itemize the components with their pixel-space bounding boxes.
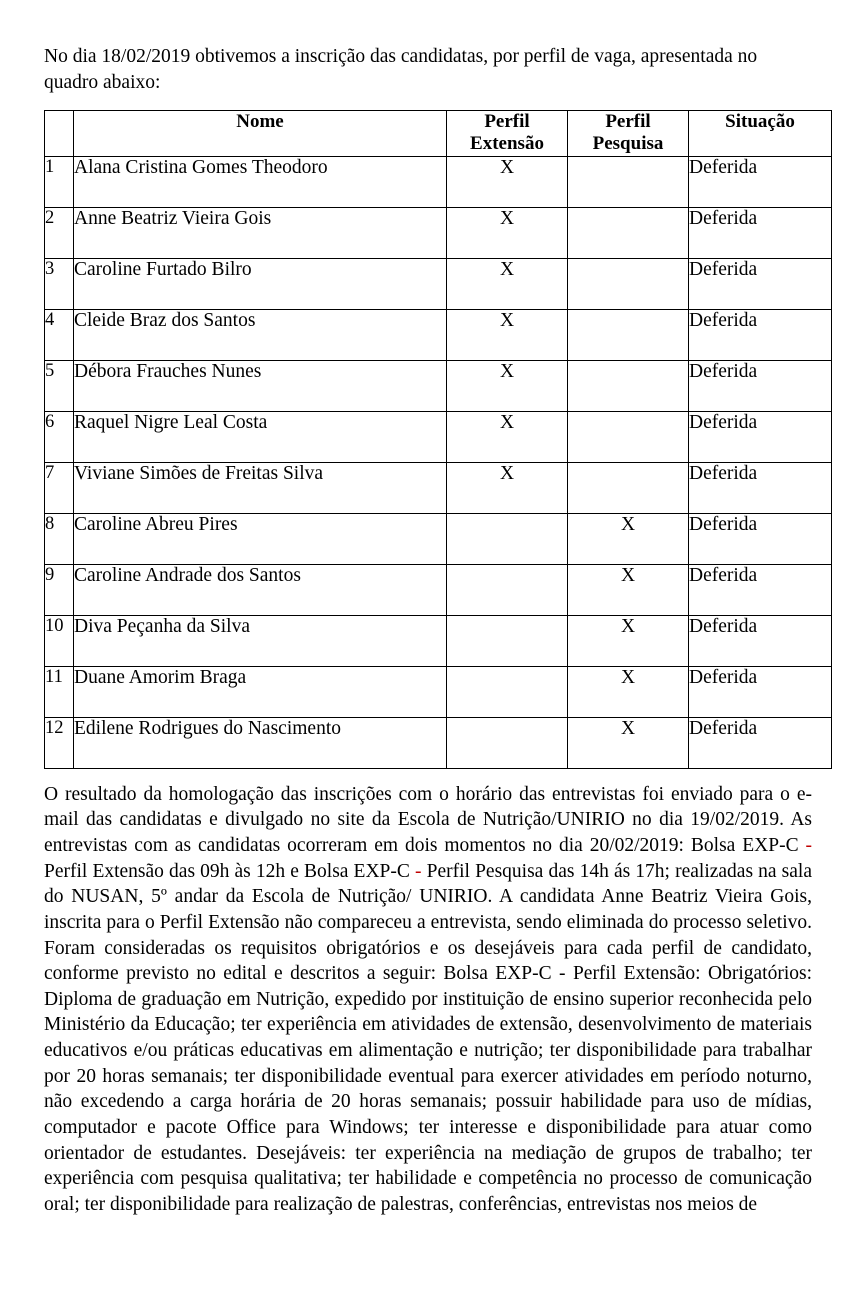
closing-paragraph-part1: O resultado da homologação das inscrições com o horário das entrevistas foi enviado para o e-mail das candidatas e divulgado no site da Escola de Nutrição/UNIRIO no dia 19/02/2019. As entrevistas com as candidatas ocorreram em dois momentos no dia 20/02/2019: Bolsa EXP-C [44, 783, 812, 856]
closing-paragraph [44, 782, 812, 1218]
row-candidate-name: Débora Frauches Nunes [74, 360, 447, 411]
column-header-index [45, 110, 74, 156]
row-status: Deferida [689, 360, 832, 411]
table-row [45, 666, 832, 717]
row-candidate-name: Cleide Braz dos Santos [74, 309, 447, 360]
row-profile-extension-mark: X [447, 462, 568, 513]
row-index: 12 [45, 717, 74, 768]
row-candidate-name: Alana Cristina Gomes Theodoro [74, 156, 447, 207]
row-profile-research-mark [568, 207, 689, 258]
row-candidate-name: Caroline Andrade dos Santos [74, 564, 447, 615]
row-profile-research-mark: X [568, 564, 689, 615]
column-header-profile-extension-line1: Perfil [484, 110, 530, 132]
table-row [45, 462, 832, 513]
closing-dash-1: - [805, 834, 812, 856]
table-row [45, 615, 832, 666]
row-status: Deferida [689, 207, 832, 258]
column-header-name: Nome [74, 110, 447, 156]
row-profile-research-mark: X [568, 666, 689, 717]
row-candidate-name: Duane Amorim Braga [74, 666, 447, 717]
intro-paragraph: No dia 18/02/2019 obtivemos a inscrição das candidatas, por perfil de vaga, apresentada no quadro abaixo: [44, 46, 758, 93]
row-status: Deferida [689, 513, 832, 564]
row-index: 2 [45, 207, 74, 258]
row-profile-research-mark [568, 360, 689, 411]
row-profile-extension-mark: X [447, 360, 568, 411]
table-row [45, 411, 832, 462]
row-candidate-name: Edilene Rodrigues do Nascimento [74, 717, 447, 768]
row-status: Deferida [689, 462, 832, 513]
column-header-profile-research-line1: Perfil [605, 110, 651, 132]
row-profile-extension-mark: X [447, 411, 568, 462]
table-body [45, 156, 832, 768]
row-status: Deferida [689, 156, 832, 207]
row-profile-extension-mark: X [447, 156, 568, 207]
row-index: 1 [45, 156, 74, 207]
table-row [45, 309, 832, 360]
row-index: 5 [45, 360, 74, 411]
row-profile-research-mark: X [568, 513, 689, 564]
table-row [45, 717, 832, 768]
row-index: 6 [45, 411, 74, 462]
row-profile-extension-mark [447, 564, 568, 615]
row-profile-extension-mark: X [447, 258, 568, 309]
row-profile-extension-mark [447, 666, 568, 717]
table-row [45, 207, 832, 258]
row-status: Deferida [689, 717, 832, 768]
row-profile-extension-mark [447, 615, 568, 666]
row-status: Deferida [689, 615, 832, 666]
row-index: 3 [45, 258, 74, 309]
row-profile-extension-mark: X [447, 207, 568, 258]
row-status: Deferida [689, 564, 832, 615]
row-profile-research-mark: X [568, 615, 689, 666]
row-profile-extension-mark: X [447, 309, 568, 360]
table-header-row [45, 110, 832, 156]
row-profile-research-mark [568, 411, 689, 462]
row-status: Deferida [689, 666, 832, 717]
row-candidate-name: Caroline Abreu Pires [74, 513, 447, 564]
row-candidate-name: Caroline Furtado Bilro [74, 258, 447, 309]
closing-paragraph-part3: Perfil Pesquisa das 14h ás 17h; realizadas na sala do NUSAN, 5º andar da Escola de Nutrição/ UNIRIO. A candidata Anne Beatriz Vieira Gois, inscrita para o Perfil Extensão não compareceu a entrevista, sendo eliminada do processo seletivo. Foram consideradas os requisitos obrigatórios e os desejáveis para cada perfil de candidato, conforme previsto no edital e descritos a seguir: Bolsa EXP-C - Perfil Extensão: Obrigatórios: Diploma de graduação em Nutrição, expedido por instituição de ensino superior reconhecida pelo Ministério da Educação; ter experiência em atividades de extensão, desenvolvimento de materiais educativos e/ou práticas educativas em alimentação e nutrição; ter disponibilidade para trabalhar por 20 horas semanais; ter disponibilidade eventual para exercer atividades em período noturno, não excedendo a carga horária de 20 horas semanais; possuir habilidade para uso de mídias, computador e pacote Office para Windows; ter interesse e disponibilidade para atuar como orientador de estudantes. Desejáveis: ter experiência na mediação de grupos de trabalho; ter experiência com pesquisa qualitativa; ter habilidade e competência no processo de comunicação oral; ter disponibilidade para realização de palestras, conferências, entrevistas nos meios de [44, 860, 812, 1215]
row-profile-research-mark: X [568, 717, 689, 768]
row-index: 8 [45, 513, 74, 564]
row-profile-extension-mark [447, 513, 568, 564]
row-index: 9 [45, 564, 74, 615]
row-candidate-name: Viviane Simões de Freitas Silva [74, 462, 447, 513]
registrations-table [44, 110, 832, 769]
row-candidate-name: Raquel Nigre Leal Costa [74, 411, 447, 462]
row-status: Deferida [689, 411, 832, 462]
row-candidate-name: Anne Beatriz Vieira Gois [74, 207, 447, 258]
column-header-profile-research [568, 110, 689, 156]
row-index: 7 [45, 462, 74, 513]
row-profile-extension-mark [447, 717, 568, 768]
table-row [45, 360, 832, 411]
row-profile-research-mark [568, 258, 689, 309]
table-row [45, 258, 832, 309]
column-header-profile-research-line2: Pesquisa [592, 133, 664, 155]
column-header-status: Situação [689, 110, 832, 156]
row-status: Deferida [689, 258, 832, 309]
table-header [45, 110, 832, 156]
row-index: 4 [45, 309, 74, 360]
row-index: 10 [45, 615, 74, 666]
row-profile-research-mark [568, 462, 689, 513]
closing-dash-2: - [415, 860, 422, 882]
row-profile-research-mark [568, 156, 689, 207]
row-candidate-name: Diva Peçanha da Silva [74, 615, 447, 666]
closing-paragraph-part2: Perfil Extensão das 09h às 12h e Bolsa EXP-C [44, 860, 416, 882]
table-row [45, 156, 832, 207]
table-row [45, 564, 832, 615]
row-status: Deferida [689, 309, 832, 360]
row-index: 11 [45, 666, 74, 717]
column-header-profile-extension [447, 110, 568, 156]
row-profile-research-mark [568, 309, 689, 360]
table-row [45, 513, 832, 564]
column-header-profile-extension-line2: Extensão [470, 133, 544, 155]
